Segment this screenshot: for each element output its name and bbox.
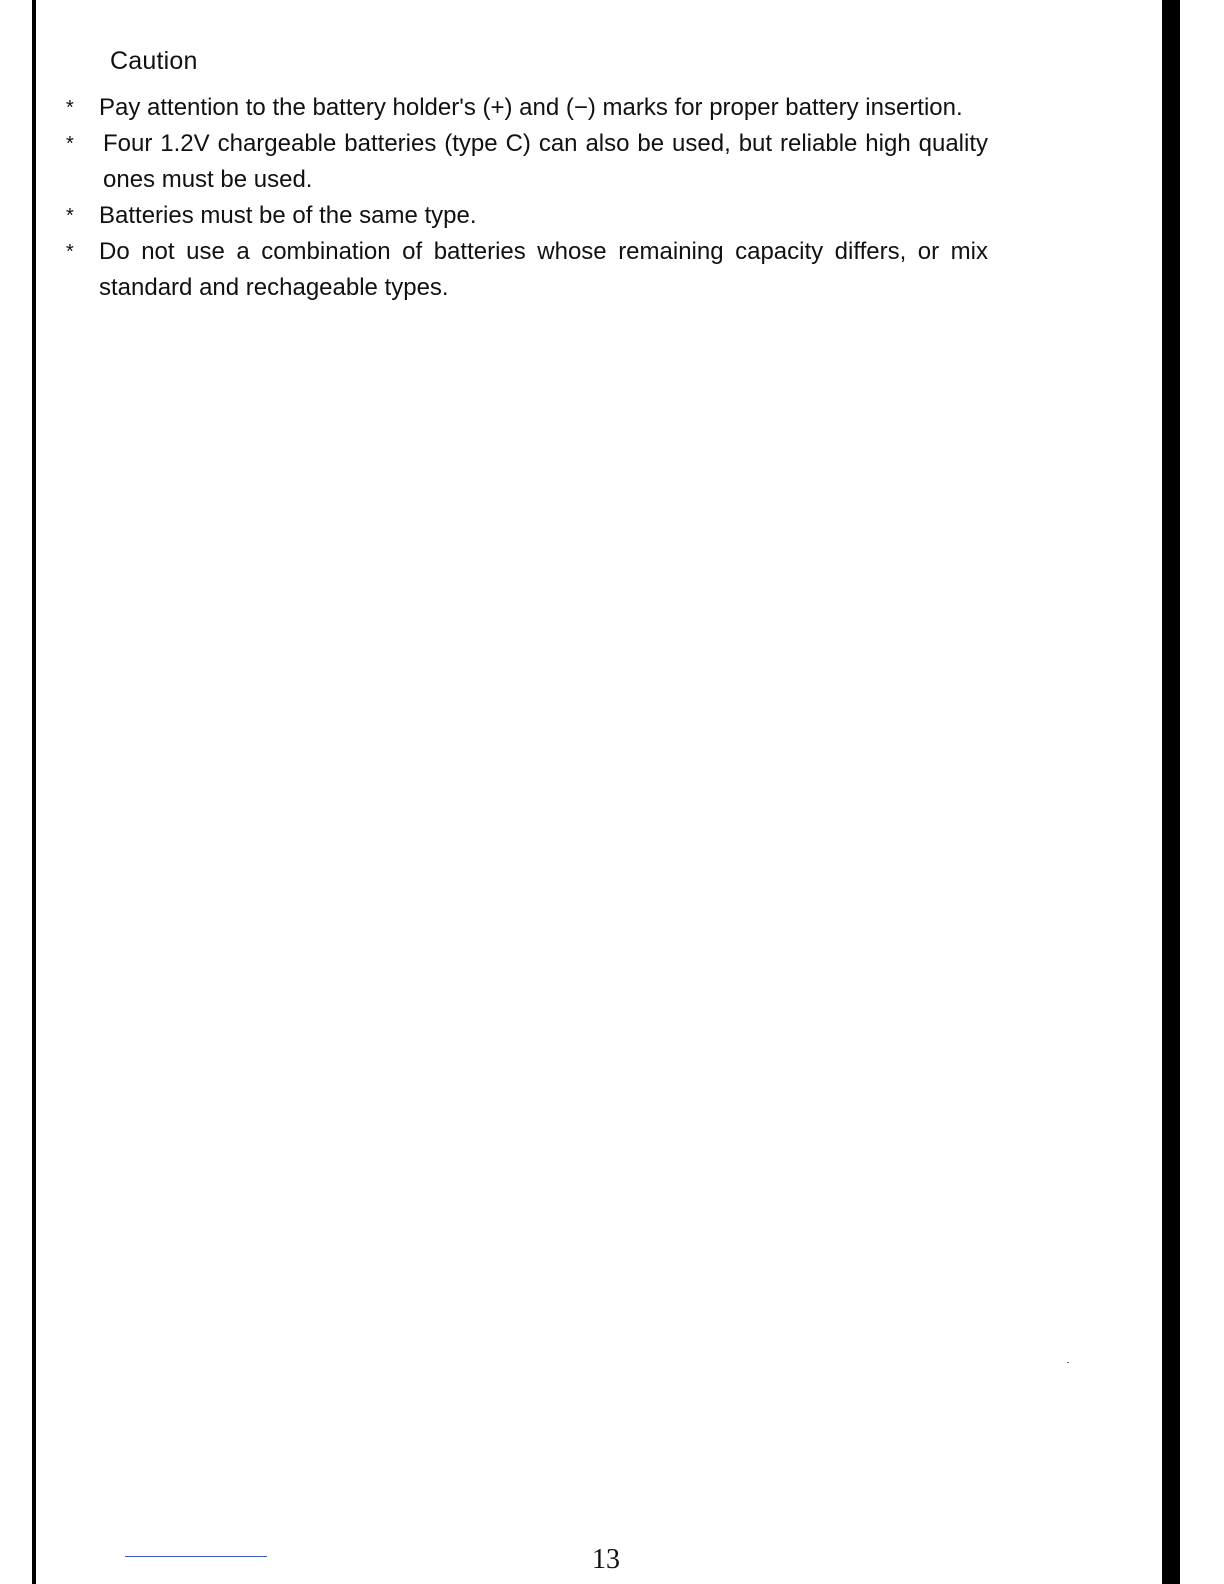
- list-item-text: Pay attention to the battery holder's (+) and (−) marks for proper battery insertion.: [99, 94, 963, 121]
- caution-heading: Caution: [110, 47, 198, 75]
- scan-speck: [1067, 1362, 1069, 1363]
- bullet-marker: *: [66, 97, 74, 119]
- caution-list: [66, 90, 988, 306]
- list-item: [66, 90, 988, 126]
- right-page-border: [1162, 0, 1180, 1584]
- page-number: 13: [592, 1544, 620, 1575]
- bullet-marker: *: [66, 133, 74, 155]
- bullet-marker: *: [66, 241, 74, 263]
- list-item-text: Batteries must be of the same type.: [99, 202, 477, 229]
- list-item: [66, 234, 988, 306]
- list-item-text: Do not use a combination of batteries whose remaining capacity differs, or mix standard and rechageable types.: [99, 238, 988, 301]
- left-page-border: [32, 0, 36, 1584]
- footnote-rule: [125, 1556, 267, 1557]
- bullet-marker: *: [66, 205, 74, 227]
- list-item-text: Four 1.2V chargeable batteries (type C) can also be used, but reliable high quality ones must be used.: [103, 130, 988, 193]
- list-item: [66, 126, 988, 198]
- list-item: [66, 198, 988, 234]
